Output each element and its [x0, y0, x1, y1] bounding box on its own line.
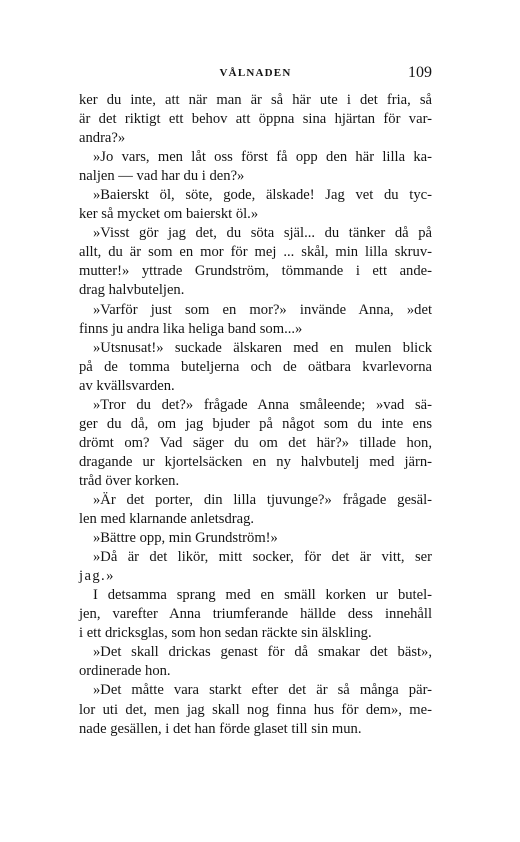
text-line: »Det skall drickas genast för då smakar det bäst»,	[93, 644, 432, 661]
text-line: drömt om? Vad säger du om det här?» tillade hon,	[79, 434, 432, 451]
text-line: tråd över korken.	[79, 472, 180, 489]
page-number: 109	[408, 64, 432, 81]
text-line: ordinerade hon.	[79, 663, 171, 680]
body-text	[79, 91, 432, 739]
text-line: I detsamma sprang med en smäll korken ur butel-	[93, 587, 432, 604]
text-line: nade gesällen, i det han förde glaset till sin mun.	[79, 720, 362, 737]
text-line: allt, du är som en mor för mej ... skål, min lilla skruv-	[79, 244, 432, 261]
text-line: »Bättre opp, min Grundström!»	[93, 530, 278, 547]
text-line: ker så mycket om baierskt öl.»	[79, 206, 259, 223]
text-line: »Tror du det?» frågade Anna småleende; »vad sä-	[93, 396, 432, 413]
text-line: lor uti det, men jag skall nog finna hus för dem», me-	[79, 701, 432, 718]
text-line: i ett dricksglas, som hon sedan räckte sin älskling.	[79, 625, 372, 642]
text-line: av kvällsvarden.	[79, 377, 175, 394]
text-line: ger du då, om jag bjuder på något som du inte ens	[79, 415, 432, 432]
text-line: »Jo vars, men låt oss först få opp den här lilla ka-	[93, 149, 432, 166]
text-line: på de tomma buteljerna och de oätbara kvarlevorna	[79, 358, 432, 375]
text-line: »Varför just som en mor?» invände Anna, »det	[93, 301, 432, 318]
text-line: jen, varefter Anna triumferande hällde dess innehåll	[79, 606, 432, 623]
text-line: »Visst gör jag det, du söta själ... du tänker då på	[93, 225, 432, 242]
running-title: VÅLNADEN	[219, 67, 292, 79]
text-line: andra?»	[79, 130, 126, 147]
text-line: »Då är det likör, mitt socker, för det är vitt, ser	[93, 549, 432, 566]
text-line: dragande ur kjortelsäcken en ny halvbutelj med järn-	[79, 453, 432, 470]
text-line: »Är det porter, din lilla tjuvunge?» frågade gesäl-	[93, 491, 432, 508]
text-line: jag.»	[79, 568, 115, 585]
text-line: »Det måtte vara starkt efter det är så många pär-	[93, 682, 432, 699]
running-header	[79, 64, 432, 84]
text-line: är det riktigt ett behov att öppna sina hjärtan för var-	[79, 111, 432, 128]
text-line: naljen — vad har du i den?»	[79, 168, 245, 185]
text-line: mutter!» yttrade Grundström, tömmande i ett ande-	[79, 263, 432, 280]
text-line: »Baierskt öl, söte, gode, älskade! Jag vet du tyc-	[93, 187, 432, 204]
text-line: »Utsnusat!» suckade älskaren med en mulen blick	[93, 339, 432, 356]
text-line: ker du inte, att när man är så här ute i det fria, så	[79, 92, 432, 108]
text-line: finns ju andra lika heliga band som...»	[79, 320, 303, 337]
text-line: drag halvbuteljen.	[79, 282, 185, 299]
text-line: len med klarnande anletsdrag.	[79, 511, 255, 528]
